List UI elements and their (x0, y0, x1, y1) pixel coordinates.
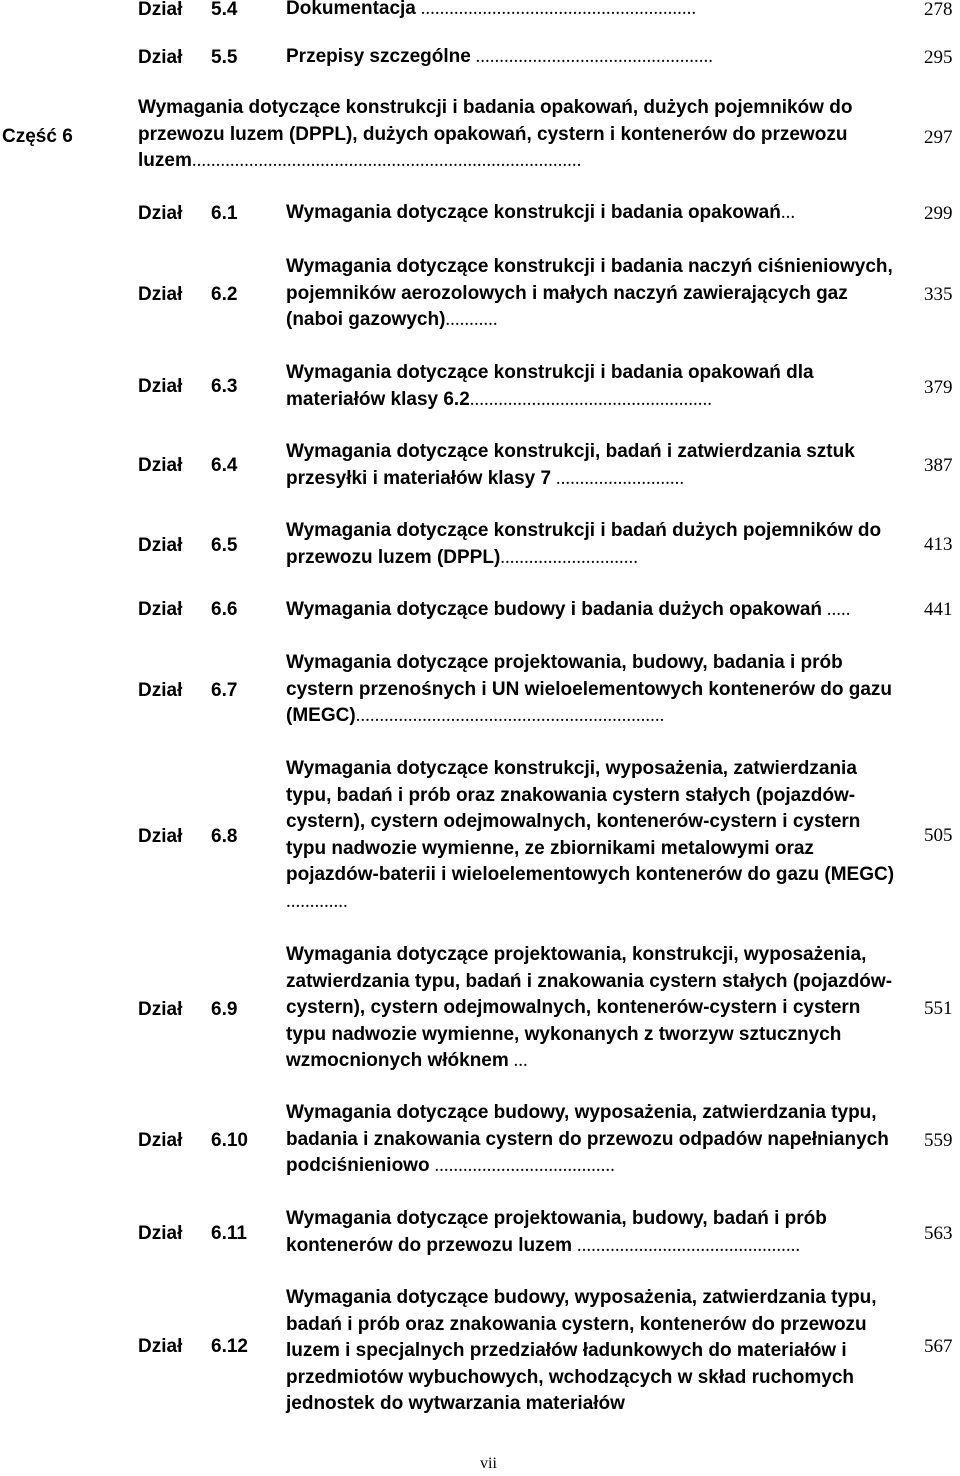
page-number: 441 (924, 599, 953, 620)
section-title: Wymagania dotyczące konstrukcji i badania opakowań... (286, 202, 796, 223)
section-title: Wymagania dotyczące konstrukcji i badań dużych pojemników do przewozu luzem (DPPL)............................. (286, 520, 882, 568)
section-title: Wymagania dotyczące konstrukcji, badań i zatwierdzania sztuk przesyłki i materiałów klasy 7 ........................... (286, 441, 855, 489)
page-number: 278 (924, 0, 953, 20)
section-title: Wymagania dotyczące budowy, wyposażenia, zatwierdzania typu, badań i prób oraz znakowania cystern, kontenerów do przewozu luzem i specjalnych przedziałów ładunkowych do materiałów i przedmiotów wybuchowych, wchodzących w skład ruchomych jednostek do wytwarzania materiałów (286, 1287, 877, 1414)
section-title: Wymagania dotyczące projektowania, budowy, badania i prób cystern przenośnych i UN wieloelementowych kontenerów do gazu (MEGC)................................................................. (286, 652, 893, 726)
page-number: 299 (924, 203, 953, 224)
section-title: Przepisy szczególne .................................................. (286, 46, 714, 67)
section-label: Dział 6.4 (138, 455, 238, 476)
section-label: Dział 6.6 (138, 599, 238, 620)
section-label: Dział 6.10 (138, 1130, 248, 1151)
page-number: 297 (924, 127, 953, 148)
section-label: Dział 5.4 (138, 0, 238, 20)
section-label: Dział 6.5 (138, 535, 238, 556)
section-title: Wymagania dotyczące konstrukcji i badania opakowań dla materiałów klasy 6.2................................................... (286, 362, 814, 410)
section-label: Dział 5.5 (138, 47, 238, 68)
page-number: 387 (924, 455, 953, 476)
section-label: Dział 6.9 (138, 999, 238, 1020)
page-number: 563 (924, 1223, 953, 1244)
section-title: Wymagania dotyczące konstrukcji, wyposażenia, zatwierdzania typu, badań i prób oraz znakowania cystern stałych (pojazdów-cystern), cystern odejmowalnych, kontenerów-cystern i cystern typu nadwozie wymienne, ze zbiornikami metalowymi oraz pojazdów-baterii i wieloelementowych kontenerów do gazu (MEGC) ............. (286, 758, 895, 912)
section-label: Dział 6.12 (138, 1336, 248, 1357)
page-number: 567 (924, 1336, 953, 1357)
section-title: Wymagania dotyczące projektowania, budowy, badań i prób kontenerów do przewozu luzem ............................................... (286, 1208, 827, 1256)
page-number: 379 (924, 377, 953, 398)
part-label: Część 6 (2, 126, 73, 147)
section-label: Dział 6.2 (138, 284, 238, 305)
section-label: Dział 6.3 (138, 376, 238, 397)
section-label: Dział 6.7 (138, 680, 238, 701)
section-label: Dział 6.8 (138, 826, 238, 847)
section-title: Wymagania dotyczące budowy i badania dużych opakowań ..... (286, 599, 851, 620)
part-title: Wymagania dotyczące konstrukcji i badania opakowań, dużych pojemników do przewozu luzem (DPPL), dużych opakowań, cystern i kontenerów do przewozu luzem.................................................................................. (138, 97, 853, 171)
page-number: 295 (924, 47, 953, 68)
page-number: 413 (924, 534, 953, 555)
page-number: 335 (924, 284, 953, 305)
page-footer-number: vii (480, 1455, 497, 1472)
page-number: 559 (924, 1130, 953, 1151)
section-title: Wymagania dotyczące budowy, wyposażenia, zatwierdzania typu, badania i znakowania cystern do przewozu odpadów napełnianych podciśnieniowo ...................................... (286, 1102, 889, 1176)
section-label: Dział 6.11 (138, 1223, 247, 1244)
section-title: Wymagania dotyczące projektowania, konstrukcji, wyposażenia, zatwierdzania typu, badań i znakowania cystern stałych (pojazdów-cystern), cystern odejmowalnych, kontenerów-cystern i cystern typu nadwozie wymienne, wykonanych z tworzyw sztucznych wzmocnionych włóknem ... (286, 944, 893, 1071)
page-number: 505 (924, 825, 953, 846)
page-number: 551 (924, 998, 953, 1019)
section-title: Wymagania dotyczące konstrukcji i badania naczyń ciśnieniowych, pojemników aerozolowych i małych naczyń zawierających gaz (naboi gazowych)........... (286, 256, 893, 330)
section-title: Dokumentacja .......................................................... (286, 0, 697, 19)
section-label: Dział 6.1 (138, 203, 238, 224)
